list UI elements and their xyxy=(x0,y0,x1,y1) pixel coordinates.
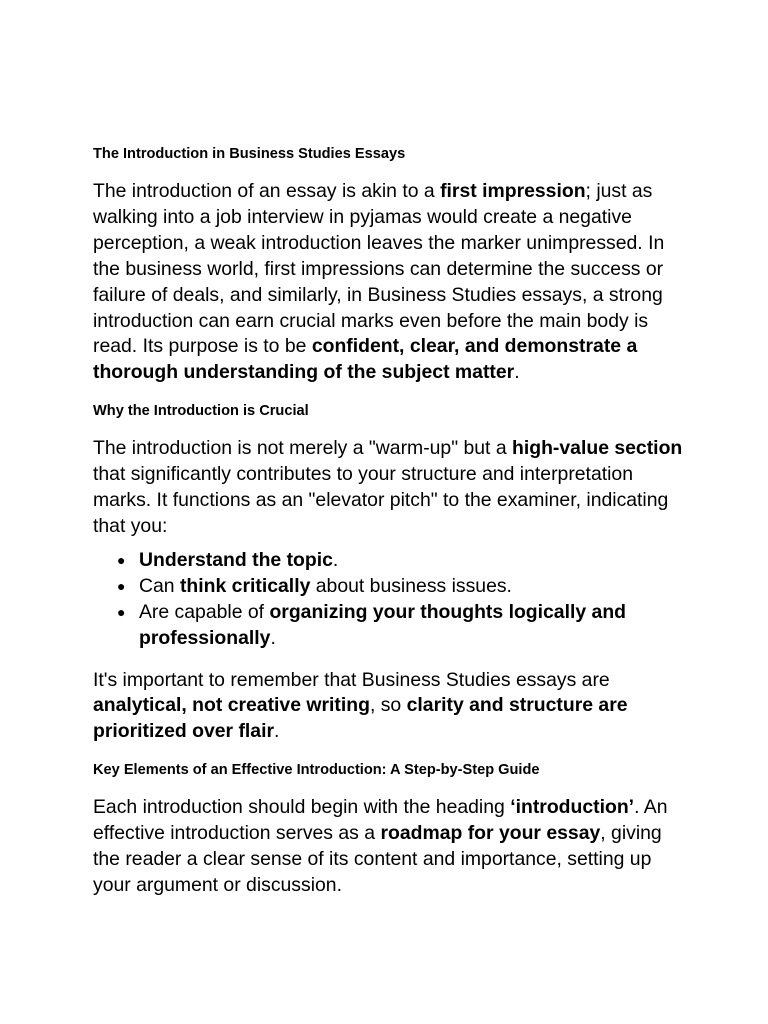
paragraph-high-value: The introduction is not merely a "warm-up" but a high-value section that significantly contributes to your structure and interpretation marks. It functions as an "elevator pitch" to the examiner, indicating that you: xyxy=(93,437,683,537)
bullet-dot-icon: ● xyxy=(117,551,126,568)
list-item: ● Are capable of organizing your thoughts logically and professionally. xyxy=(117,600,627,649)
section-heading-why-crucial: Why the Introduction is Crucial xyxy=(93,403,309,420)
list-item: ● Can think critically about business issues. xyxy=(93,574,683,600)
bullet-dot-icon: ● xyxy=(117,577,126,594)
document-page xyxy=(93,145,683,899)
paragraph-first-impression: The introduction of an essay is akin to a first impression; just as walking into a job interview in pyjamas would create a negative perception, a weak introduction leaves the marker unimpressed. In the business world, first impressions can determine the success or failure of deals, and similarly, in Business Studies essays, a strong introduction can earn crucial marks even before the main body is read. Its purpose is to be confident, clear, and demonstrate a thorough understanding of the subject matter. xyxy=(93,180,665,384)
section-heading-introduction: The Introduction in Business Studies Essays xyxy=(93,146,406,162)
bullet-list xyxy=(93,548,683,652)
section-heading-key-elements: Key Elements of an Effective Introduction: A Step-by-Step Guide xyxy=(93,762,540,779)
list-item: ● Understand the topic. xyxy=(93,548,683,574)
bullet-dot-icon: ● xyxy=(117,603,126,620)
paragraph-analytical: It's important to remember that Business Studies essays are analytical, not creative writing, so clarity and structure are prioritized over flair. xyxy=(93,668,628,743)
paragraph-roadmap: Each introduction should begin with the heading ‘introduction’. An effective introduction serves as a roadmap for your essay, giving the reader a clear sense of its content and importance, setting up your argument or discussion. xyxy=(93,796,668,896)
